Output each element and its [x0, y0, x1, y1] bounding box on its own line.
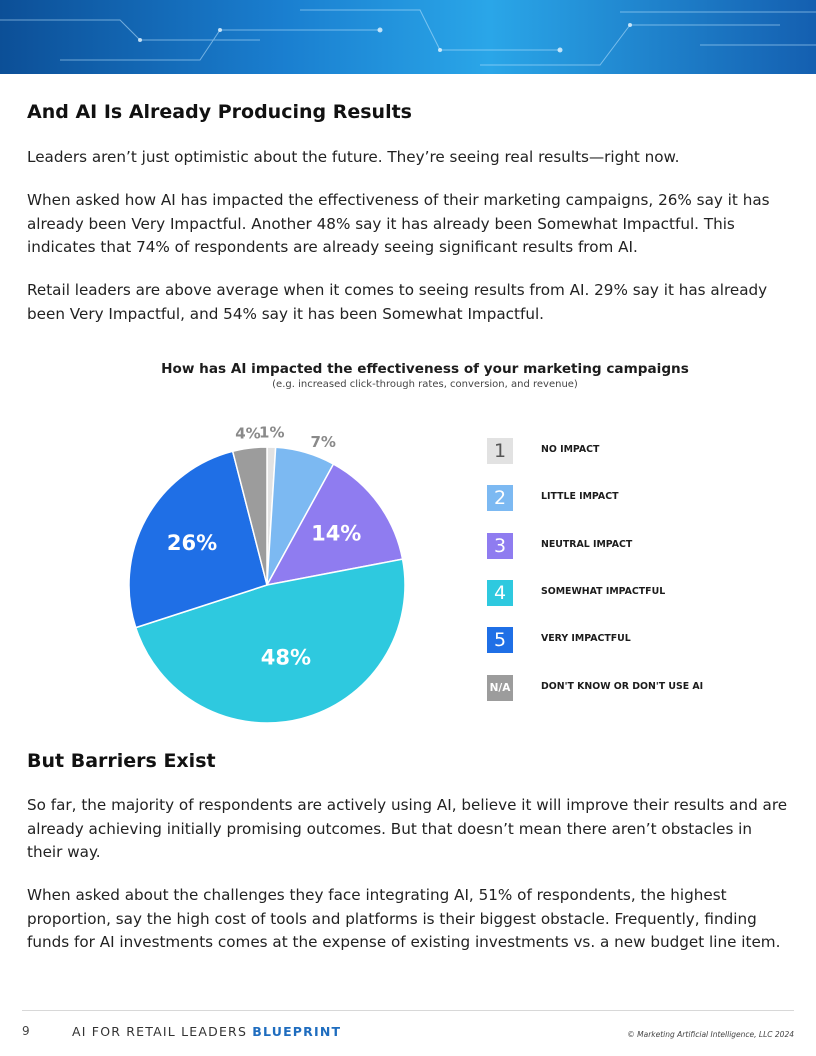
- footer-brand: [72, 1024, 341, 1039]
- footer-brand-prefix: AI FOR RETAIL LEADERS: [72, 1024, 248, 1039]
- paragraph: When asked how AI has impacted the effectiveness of their marketing campaigns, 26% say it has already been Very Impactful. Another 48% say it has already been Somewhat Impactful. This indicates that 74% of respondents are already seeing significant results from AI.: [27, 191, 770, 256]
- circuit-pattern-graphic: [0, 0, 816, 74]
- legend-swatch: 5: [487, 627, 513, 653]
- legend-swatch: 4: [487, 580, 513, 606]
- legend-label: DON'T KNOW OR DON'T USE AI: [541, 680, 704, 692]
- legend-label: VERY IMPACTFUL: [541, 633, 631, 645]
- paragraph: Retail leaders are above average when it comes to seeing results from AI. 29% say it has already been Very Impactful, and 54% say it has been Somewhat Impactful.: [27, 281, 768, 323]
- legend-item: [487, 627, 767, 653]
- pie-data-label: 48%: [260, 645, 312, 670]
- legend-swatch: 1: [487, 438, 513, 464]
- footer-divider: [22, 1010, 794, 1011]
- pie-data-label: 7%: [310, 433, 336, 452]
- pie-chart: [110, 400, 420, 730]
- pie-data-label: 14%: [311, 521, 362, 546]
- legend-label: NEUTRAL IMPACT: [541, 538, 633, 550]
- legend-item: [487, 485, 767, 511]
- footer-copyright: © Marketing Artificial Intelligence, LLC 2024: [627, 1030, 794, 1039]
- legend-label: SOMEWHAT IMPACTFUL: [541, 585, 666, 597]
- legend-swatch: N/A: [487, 675, 513, 701]
- pie-data-label: 26%: [166, 530, 218, 555]
- legend-label: NO IMPACT: [541, 444, 600, 455]
- paragraph: Leaders aren’t just optimistic about the future. They’re seeing real results—right now.: [27, 148, 680, 166]
- section-heading-barriers: But Barriers Exist: [27, 750, 216, 772]
- legend-item: [487, 580, 767, 606]
- chart-title: How has AI impacted the effectiveness of your marketing campaigns: [161, 361, 689, 377]
- pie-data-label: 1%: [259, 423, 285, 442]
- legend-swatch: 2: [487, 485, 513, 511]
- paragraph: So far, the majority of respondents are actively using AI, believe it will improve their results and are already achieving initially promising outcomes. But that doesn’t mean there aren’t obstacles in their way.: [27, 796, 788, 861]
- legend-label: LITTLE IMPACT: [541, 491, 619, 503]
- section-heading-results: And AI Is Already Producing Results: [27, 101, 412, 123]
- legend-item: [487, 675, 767, 701]
- legend-swatch: 3: [487, 533, 513, 559]
- chart-subtitle: (e.g. increased click-through rates, conversion, and revenue): [272, 379, 578, 390]
- legend-item: [487, 533, 767, 559]
- page-number: 9: [22, 1024, 30, 1038]
- paragraph: When asked about the challenges they face integrating AI, 51% of respondents, the highest proportion, say the high cost of tools and platforms is their biggest obstacle. Frequently, finding funds for AI investments comes at the expense of existing investments vs. a new budget line item.: [27, 886, 781, 951]
- header-banner: [0, 0, 816, 74]
- footer-brand-bold: BLUEPRINT: [252, 1024, 342, 1039]
- legend-item: [487, 438, 767, 464]
- pie-data-label: 4%: [235, 424, 261, 443]
